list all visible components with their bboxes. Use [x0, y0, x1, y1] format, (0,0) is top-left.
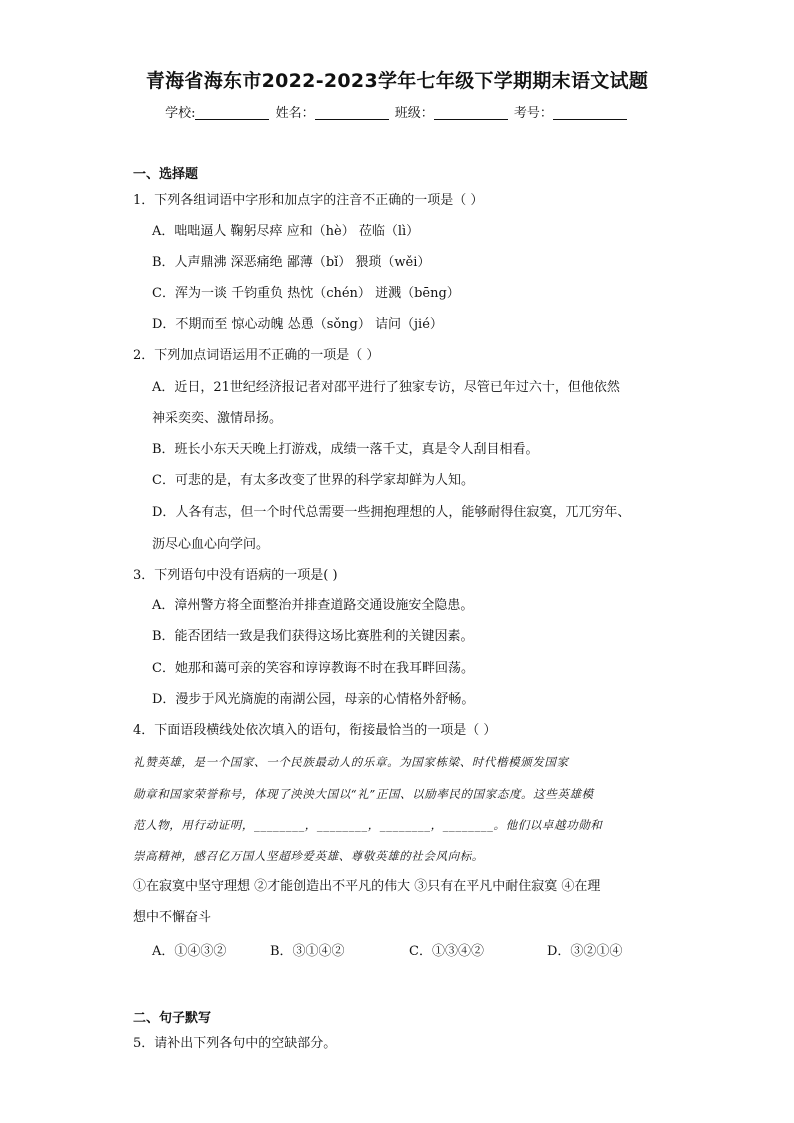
question-2-option-d-line2: 沥尽心血心向学问。 — [152, 537, 270, 552]
section-title-dictation: 二、句子默写 — [133, 1011, 212, 1026]
question-3-option-a: A．漳州警方将全面整治并排查道路交通设施安全隐患。 — [152, 598, 474, 613]
question-4-passage-line2: 勋章和国家荣誉称号，体现了泱泱大国以“礼”正国、以励率民的国家态度。这些英雄模 — [133, 787, 594, 801]
question-1-option-a: A．咄咄逼人 鞠躬尽瘁 应和（hè） 莅临（lì） — [152, 224, 420, 239]
question-1-option-d: D．不期而至 惊心动魄 怂恿（sǒng） 诘问（jié） — [152, 317, 443, 332]
section-title-choice: 一、选择题 — [133, 167, 199, 182]
question-4-answer-c: C．①③④② — [409, 944, 484, 959]
exam-title: 青海省海东市2022-2023学年七年级下学期期末语文试题 — [145, 70, 649, 92]
school-label: 学校: — [165, 106, 196, 121]
question-3-option-c: C．她那和蔼可亲的笑容和谆谆教诲不时在我耳畔回荡。 — [152, 661, 474, 676]
question-4-answer-b: B．③①④② — [270, 944, 345, 959]
question-3-option-b: B．能否团结一致是我们获得这场比赛胜利的关键因素。 — [152, 629, 474, 644]
school-blank[interactable] — [195, 105, 269, 120]
question-5-stem: 5．请补出下列各句中的空缺部分。 — [133, 1036, 337, 1051]
name-blank[interactable] — [315, 105, 389, 120]
class-label: 班级： — [394, 106, 434, 121]
question-3-option-d: D．漫步于风光旖旎的南湖公园，母亲的心情格外舒畅。 — [152, 692, 475, 707]
question-2-option-c: C．可悲的是，有太多改变了世界的科学家却鲜为人知。 — [152, 473, 474, 488]
question-4-passage-line1: 礼赞英雄，是一个国家、一个民族最动人的乐章。为国家栋梁、时代楷模颁发国家 — [133, 755, 569, 769]
question-1-option-c: C．浑为一谈 千钧重负 热忱（chén） 迸溅（bēng） — [152, 286, 460, 301]
student-info-line — [0, 102, 794, 121]
question-4-options-line2: 想中不懈奋斗 — [133, 910, 212, 925]
question-2-option-b: B．班长小东天天晚上打游戏，成绩一落千丈，真是令人刮目相看。 — [152, 442, 539, 457]
question-4-answer-a: A．①④③② — [152, 944, 227, 959]
name-label: 姓名： — [275, 106, 315, 121]
question-3-stem: 3．下列语句中没有语病的一项是( ) — [133, 568, 338, 583]
question-4-passage-line4: 崇高精神，感召亿万国人坚超珍爱英雄、尊敬英雄的社会风向标。 — [133, 849, 484, 863]
question-4-options-line1: ①在寂寞中坚守理想 ②才能创造出不平凡的伟大 ③只有在平凡中耐住寂寞 ④在理 — [133, 879, 601, 894]
question-2-stem: 2．下列加点词语运用不正确的一项是（ ） — [133, 348, 380, 363]
number-label: 考号： — [513, 106, 553, 121]
question-2-option-a-line2: 神采奕奕、激情昂扬。 — [152, 411, 283, 426]
question-1-option-b: B．人声鼎沸 深恶痛绝 鄙薄（bǐ） 猥琐（wěi） — [152, 255, 431, 270]
question-4-answer-d: D．③②①④ — [547, 944, 623, 959]
question-2-option-a-line1: A．近日，21世纪经济报记者对邵平进行了独家专访，尽管已年过六十，但他依然 — [152, 380, 620, 395]
class-blank[interactable] — [434, 105, 508, 120]
question-1-stem: 1．下列各组词语中字形和加点字的注音不正确的一项是（ ） — [133, 193, 484, 208]
question-4-stem: 4．下面语段横线处依次填入的语句，衔接最恰当的一项是（ ） — [133, 723, 497, 738]
question-4-passage-line3: 范人物，用行动证明，________，________，________，________。他们以卓越功勋和 — [133, 818, 603, 832]
question-4-answer-row — [152, 940, 672, 958]
question-2-option-d-line1: D．人各有志，但一个时代总需要一些拥抱理想的人，能够耐得住寂寞，兀兀穷年、 — [152, 505, 631, 520]
number-blank[interactable] — [553, 105, 627, 120]
